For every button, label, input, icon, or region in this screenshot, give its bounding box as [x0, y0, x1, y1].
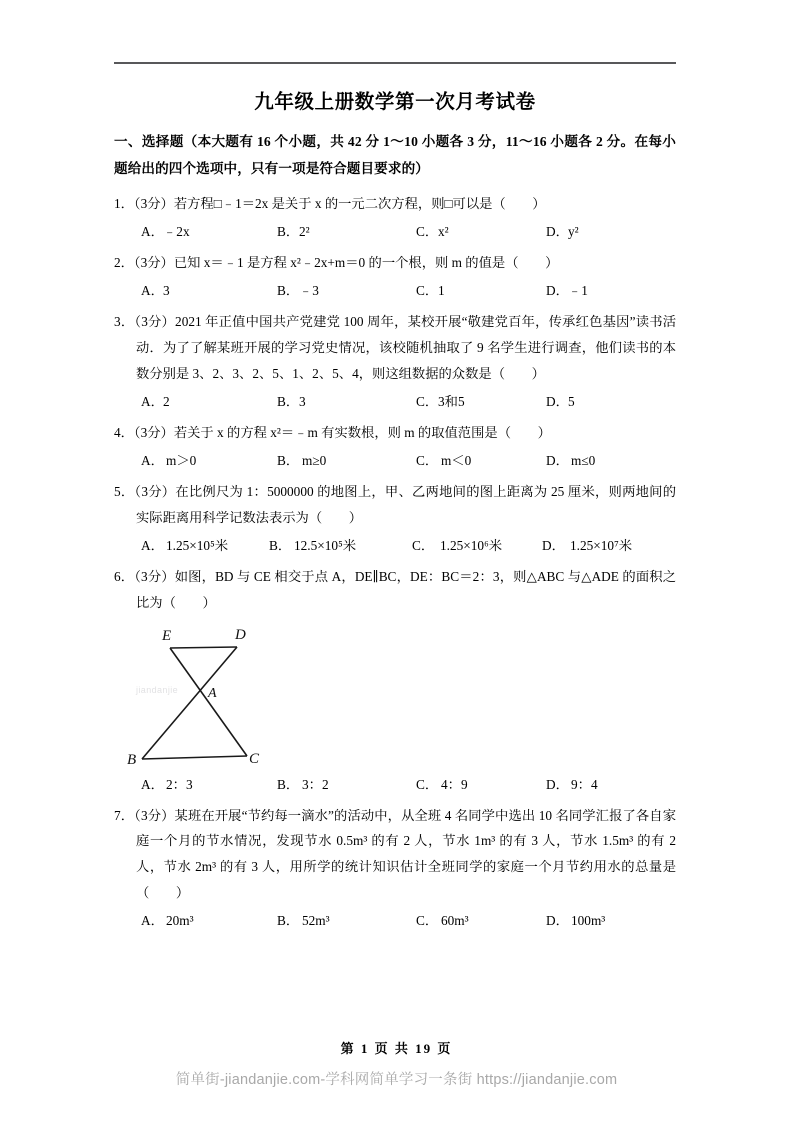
question-6-option-b[interactable]: B．	[277, 776, 300, 792]
segment-EC	[170, 648, 247, 756]
question-3-options	[114, 389, 676, 411]
question-2-stem: 2．（3分）已知 x＝﹣1 是方程 x²﹣2x+m＝0 的一个根，则 m 的值是（ ）	[114, 255, 559, 271]
question-1-option-d-text[interactable]: y²	[568, 224, 579, 240]
section-heading: 一、选择题（本大题有 16 个小题，共 42 分 1～10 小题各 3 分，11～16 小题各 2 分。在每小题给出的四个选项中，只有一项是符合题目要求的）	[114, 134, 676, 176]
question-7-text: 某班在开展“节约每一滴水”的活动中，从全班 4 名同学中选出 10 名同学汇报了各自家庭一个月的节水情况，发现节水 0.5m³ 的有 2 人，节水 1m³ 的有 3 人，节水 1.5m³ 的有 2 人，节水 2m³ 的有 3 人，用所学的统计知识估计全班同学的家庭一个月节约用水的总量是（ ）	[136, 807, 677, 901]
question-2-options	[114, 278, 676, 300]
question-5-option-c-text[interactable]: 1.25×10⁶米	[440, 537, 502, 553]
question-4	[114, 420, 676, 470]
question-2	[114, 250, 676, 300]
question-7-number: 7	[114, 807, 121, 823]
question-5-text: 在比例尺为 1：5000000 的地图上，甲、乙两地间的图上距离为 25 厘米，则两地间的实际距离用科学记数法表示为（ ）	[136, 483, 677, 525]
segment-DB	[142, 647, 237, 759]
question-6-number: 6	[114, 568, 121, 584]
question-3-option-d[interactable]: D．	[546, 393, 569, 409]
question-7-options	[114, 908, 676, 930]
question-7-option-c[interactable]: C．	[416, 913, 439, 929]
question-4-stem: 4．（3分）若关于 x 的方程 x²＝﹣m 有实数根，则 m 的取值范围是（ ）	[114, 424, 551, 440]
question-3-option-c-text[interactable]: 3和5	[438, 393, 465, 409]
figure-label-D: D	[235, 626, 246, 643]
question-7-option-d-text[interactable]: 100m³	[571, 913, 606, 929]
question-1-stem: 1．（3分）若方程□﹣1＝2x 是关于 x 的一元二次方程，则□可以是（ ）	[114, 196, 546, 212]
question-7-option-b[interactable]: B．	[277, 913, 300, 929]
question-1-option-a-text[interactable]: ﹣2x	[163, 224, 190, 240]
question-7-option-a[interactable]: A．	[141, 913, 164, 929]
question-6-figure	[114, 620, 676, 770]
question-2-stem-row	[114, 250, 676, 276]
question-1-option-d[interactable]: D．	[546, 224, 569, 240]
page-indicator: 第 1 页 共 19 页	[340, 1041, 453, 1056]
question-6	[114, 564, 676, 794]
figure-label-E: E	[162, 627, 172, 644]
question-4-option-c[interactable]: C．	[416, 452, 439, 468]
question-2-text: 已知 x＝﹣1 是方程 x²﹣2x+m＝0 的一个根，则 m 的值是（ ）	[173, 255, 559, 271]
question-7-stem-row	[114, 803, 676, 907]
question-4-option-d[interactable]: D．	[546, 452, 569, 468]
question-6-option-b-text[interactable]: 3：2	[302, 776, 329, 792]
figure-watermark: jiandanjie	[136, 684, 179, 695]
question-5-marks: （3分）	[134, 483, 176, 499]
question-6-text: 如图，BD 与 CE 相交于点 A，DE∥BC，DE：BC＝2：3，则△ABC 与△ADE 的面积之比为（ ）	[136, 568, 677, 610]
question-2-option-a-text[interactable]: 3	[163, 283, 170, 299]
question-2-option-b-text[interactable]: ﹣3	[299, 283, 319, 299]
question-5	[114, 479, 676, 555]
question-3-option-b[interactable]: B．	[277, 393, 300, 409]
question-6-stem-row	[114, 564, 676, 616]
question-3-option-c[interactable]: C．	[416, 393, 439, 409]
question-6-option-c[interactable]: C．	[416, 776, 439, 792]
question-2-option-d-text[interactable]: ﹣1	[568, 283, 588, 299]
figure-label-C: C	[249, 750, 260, 767]
question-7-option-a-text[interactable]: 20m³	[166, 913, 194, 929]
question-4-option-a-text[interactable]: m＞0	[166, 452, 197, 468]
question-1-option-b-text[interactable]: 2²	[299, 224, 310, 240]
question-1-option-c-text[interactable]: x²	[438, 224, 449, 240]
question-1-option-b[interactable]: B．	[277, 224, 300, 240]
question-5-stem: 5．（3分）在比例尺为 1：5000000 的地图上，甲、乙两地间的图上距离为 25 厘米，则两地间的实际距离用科学记数法表示为（ ）	[114, 483, 677, 525]
question-4-option-b-text[interactable]: m≥0	[302, 452, 327, 468]
question-5-options	[114, 533, 676, 555]
question-6-stem: 6．（3分）如图，BD 与 CE 相交于点 A，DE∥BC，DE：BC＝2：3，则△ABC 与△ADE 的面积之比为（ ）	[114, 568, 677, 610]
segment-BC	[142, 756, 247, 759]
question-5-option-d-text[interactable]: 1.25×10⁷米	[570, 537, 632, 553]
question-5-option-d[interactable]: D．	[542, 537, 565, 553]
question-5-option-a-text[interactable]: 1.25×10⁵米	[166, 537, 228, 553]
question-3-text: 2021 年正值中国共产党建党 100 周年，某校开展“敬建党百年，传承红色基因”读书活动．为了了解某班开展的学习党史情况，该校随机抽取了 9 名学生进行调查，他们读书的本数分别是 3、2、3、2、5、1、2、5、4，则这组数据的众数是（ ）	[136, 314, 676, 382]
question-4-marks: （3分）	[133, 424, 174, 440]
question-1-option-a[interactable]: A．	[141, 224, 164, 240]
question-3-option-d-text[interactable]: 5	[568, 393, 575, 409]
question-3-stem: 3．（3分）2021 年正值中国共产党建党 100 周年，某校开展“敬建党百年，传承红色基因”读书活动．为了了解某班开展的学习党史情况，该校随机抽取了 9 名学生进行调查，他们读书的本数分别是 3、2、3、2、5、1、2、5、4，则这组数据的众数是（ ）	[114, 314, 676, 382]
question-1-marks: （3分）	[133, 196, 174, 212]
question-6-option-a-text[interactable]: 2：3	[166, 776, 193, 792]
question-1-options	[114, 219, 676, 241]
question-7	[114, 803, 676, 931]
question-1-number: 1	[114, 196, 121, 212]
question-4-option-c-text[interactable]: m＜0	[441, 452, 472, 468]
question-2-option-a[interactable]: A．	[141, 283, 164, 299]
question-7-option-c-text[interactable]: 60m³	[441, 913, 469, 929]
question-2-option-c[interactable]: C．	[416, 283, 439, 299]
bowtie-triangle-diagram	[122, 620, 292, 770]
question-4-option-a[interactable]: A．	[141, 452, 164, 468]
question-5-option-b[interactable]: B．	[269, 537, 292, 553]
figure-label-A: A	[208, 685, 217, 701]
question-3-option-a-text[interactable]: 2	[163, 393, 170, 409]
question-3-option-a[interactable]: A．	[141, 393, 164, 409]
header-divider	[114, 62, 676, 64]
question-3-option-b-text[interactable]: 3	[299, 393, 306, 409]
question-2-marks: （3分）	[133, 255, 174, 271]
question-6-option-a[interactable]: A．	[141, 776, 164, 792]
question-7-marks: （3分）	[134, 807, 175, 823]
question-4-option-b[interactable]: B．	[277, 452, 300, 468]
question-1-stem-row	[114, 191, 676, 217]
question-4-option-d-text[interactable]: m≤0	[571, 452, 596, 468]
question-6-options	[114, 772, 676, 794]
question-2-option-b[interactable]: B．	[277, 283, 300, 299]
question-1-option-c[interactable]: C．	[416, 224, 439, 240]
question-5-number: 5	[114, 483, 121, 499]
question-2-option-d[interactable]: D．	[546, 283, 569, 299]
question-7-option-d[interactable]: D．	[546, 913, 569, 929]
question-2-option-c-text[interactable]: 1	[438, 283, 445, 299]
page-title: 九年级上册数学第一次月考试卷	[254, 92, 536, 113]
question-4-stem-row	[114, 420, 676, 446]
question-6-option-d-text[interactable]: 9：4	[571, 776, 598, 792]
question-7-stem: 7．（3分）某班在开展“节约每一滴水”的活动中，从全班 4 名同学中选出 10 名同学汇报了各自家庭一个月的节水情况，发现节水 0.5m³ 的有 2 人，节水 1m³ 的有 3 人，节水 1.5m³ 的有 2 人，节水 2m³ 的有 3 人，用所学的统计知识估计全班同学的家庭一个月节约用水的总量是（ ）	[114, 807, 677, 901]
question-5-stem-row	[114, 479, 676, 531]
question-4-options	[114, 448, 676, 470]
question-5-option-c[interactable]: C．	[412, 537, 435, 553]
page-content	[114, 62, 676, 930]
site-watermark: 简单街-jiandanjie.com-学科网简单学习一条街 https://jiandanjie.com	[175, 1072, 618, 1088]
question-3-number: 3	[114, 314, 121, 330]
question-3-stem-row	[114, 309, 676, 387]
segment-ED	[170, 647, 237, 648]
question-4-text: 若关于 x 的方程 x²＝﹣m 有实数根，则 m 的取值范围是（ ）	[173, 424, 551, 440]
question-3-marks: （3分）	[134, 314, 176, 330]
question-3	[114, 309, 676, 411]
question-2-number: 2	[114, 255, 121, 271]
figure-label-B: B	[127, 751, 137, 768]
question-5-option-b-text[interactable]: 12.5×10⁵米	[294, 537, 356, 553]
question-1-text: 若方程□﹣1＝2x 是关于 x 的一元二次方程，则□可以是（ ）	[173, 196, 546, 212]
question-5-option-a[interactable]: A．	[141, 537, 164, 553]
question-6-option-d[interactable]: D．	[546, 776, 569, 792]
question-4-number: 4	[114, 424, 121, 440]
question-1	[114, 191, 676, 241]
question-6-marks: （3分）	[134, 568, 175, 584]
question-6-option-c-text[interactable]: 4：9	[441, 776, 468, 792]
question-7-option-b-text[interactable]: 52m³	[302, 913, 330, 929]
